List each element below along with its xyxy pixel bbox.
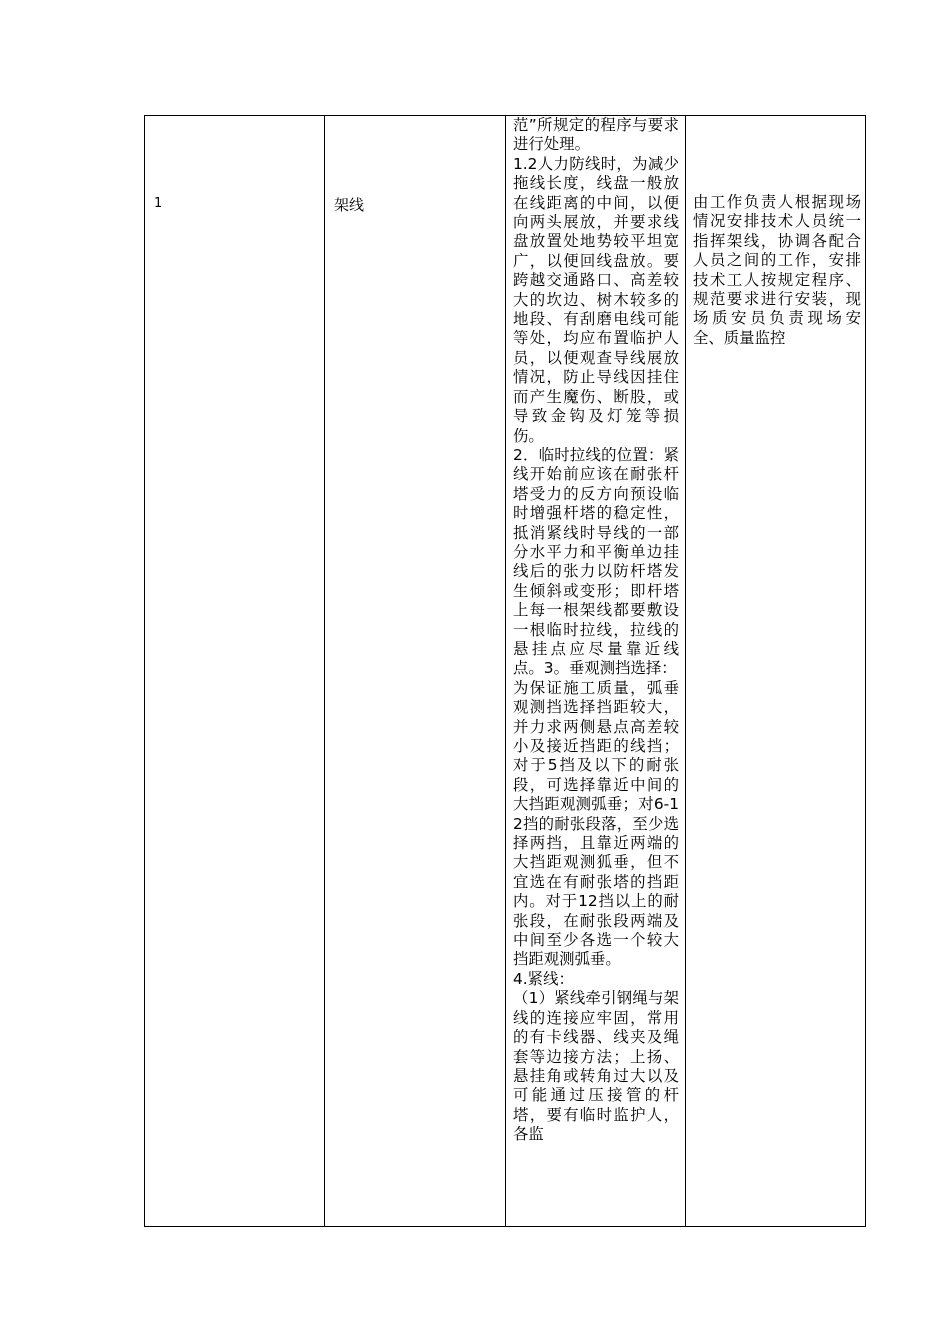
task-name-cell (325, 116, 506, 1227)
task-name: 架线 (334, 196, 365, 214)
procedure-paragraph: 2．临时拉线的位置：紧线开始前应该在耐张杆塔受力的反方向预设临时增强杆塔的稳定性，抵消紧线时导线的一部分水平力和平衡单边挂线后的张力以防杆塔发生倾斜或变形；即杆塔上每一根架线都要敷设一根临时拉线，拉线的悬挂点应尽量靠近线点。3。垂观测挡选择： (513, 445, 679, 678)
responsibility-cell (686, 116, 866, 1227)
procedure-paragraph: （1）紧线牵引钢绳与架线的连接应牢固，常用的有卡线器、线夹及绳套等边接方法；上扬、悬挂角或转角过大以及可能通过压接管的杆塔，要有临时监护人，各监 (513, 989, 679, 1144)
construction-table (144, 115, 866, 1227)
responsibility-text: 由工作负责人根据现场情况安排技术人员统一指挥架线，协调各配合人员之间的工作，安排技术工人按规定程序、规范要求进行安装，现场质安员负责现场安全、质量监控 (693, 193, 861, 347)
table-row (145, 116, 866, 1227)
procedure-paragraph: 4.紧线： (513, 969, 574, 988)
row-number-cell (145, 116, 325, 1227)
procedure-paragraph: 1.2人力防线时，为减少拖线长度，线盘一般放在线距离的中间，以便向两头展放，并要求线盘放置处地势较平坦宽广，以便回线盘放。要跨越交通路口、高差较大的坎边、树木较多的地段、有刮磨电线可能等处，均应布置临护人员，以便观查导线展放情况，防止导线因挂住而产生魔伤、断股，或导致金钩及灯笼等损伤。 (513, 154, 679, 445)
row-number: 1 (154, 196, 163, 211)
procedure-paragraph: 为保证施工质量，弧垂观测挡选择挡距较大，并力求两侧悬点高差较小及接近挡距的线挡；对于5挡及以下的耐张段，可选择靠近中间的大挡距观测弧垂；对6-12挡的耐张段落，至少选择两挡，且靠近两端的大挡距观测狐垂，但不宜选在有耐张塔的挡距内。对于12挡以上的耐张段，在耐张段两端及中间至少各选一个较大挡距观测弧垂。 (513, 678, 679, 969)
procedure-description-cell (506, 116, 686, 1227)
procedure-paragraph: 范”所规定的程序与要求进行处理。 (513, 116, 679, 154)
